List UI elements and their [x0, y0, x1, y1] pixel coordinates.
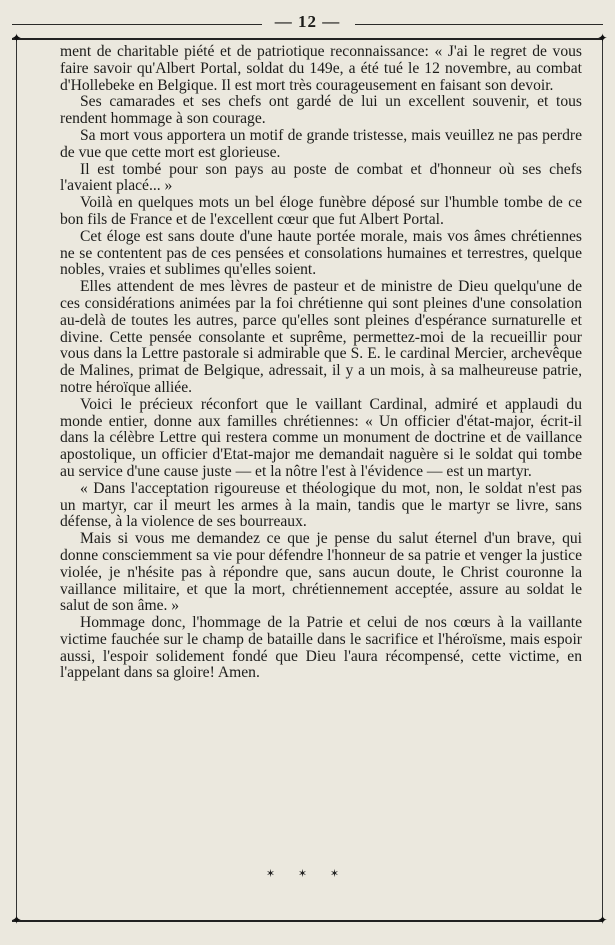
closing-ornament: ✶ ✶ ✶ [265, 868, 350, 880]
corner-ornament-icon: ✦ [597, 31, 608, 45]
paragraph: Mais si vous me demandez ce que je pense du salut éternel d'un brave, qui donne consciemment sa vie pour défendre l'honneur de sa patrie et venger la justice violée, je n'hésite pas à répondre que, sans aucun doute, le Christ couronne la vaillance militaire, et que la mort, chrétiennement acceptée, assure au soldat le salut de son âme. » [60, 530, 582, 615]
paragraph: Cet éloge est sans doute d'une haute portée morale, mais vos âmes chrétiennes ne se contentent pas de ces pensées et consolations humaines et terrestres, quelque nobles, vraies et sublimes qu'elles soient. [60, 227, 582, 279]
page-number: — 12 — [274, 12, 341, 31]
frame-left-border [16, 38, 17, 922]
header-rule-right [355, 24, 603, 25]
corner-ornament-icon: ✦ [11, 31, 22, 45]
paragraph: Voici le précieux réconfort que le vaillant Cardinal, admiré et applaudi du monde entier, donne aux familles chrétiennes: « Un officier d'état-major, écrit-il dans la célèbre Lettre qui restera comme un monument de doctrine et de vaillance apostolique, un officier d'Etat-major me demandait naguère si le soldat qui tombe au service d'une cause juste — et la nôtre l'est à l'évidence — est un martyr. [60, 395, 582, 480]
paragraph: « Dans l'acceptation rigoureuse et théologique du mot, non, le soldat n'est pas un martyr, car il meurt les armes à la main, tandis que le martyr se livre, sans défense, à la violence de ses bourreaux. [60, 479, 582, 531]
corner-ornament-icon: ✦ [597, 913, 608, 927]
frame-bottom-border [12, 920, 603, 922]
paragraph: Ses camarades et ses chefs ont gardé de lui un excellent souvenir, et tous rendent hommage à son courage. [60, 93, 582, 128]
frame-right-border [602, 38, 603, 922]
paragraph: Elles attendent de mes lèvres de pasteur et de ministre de Dieu quelqu'une de ces considérations animées par la foi chrétienne qui sont pleines d'une consolation au-delà de toutes les autres, parce qu'elles sont pleines d'espérance surnaturelle et divine. Cette pensée consolante et suprême, permettez-moi de la recueillir pour vous dans la Lettre pastorale si admirable que S. E. le cardinal Mercier, archevêque de Malines, primat de Belgique, adressait, il y a un mois, à sa malheureuse patrie, notre héroïque alliée. [60, 278, 582, 396]
frame-top-border [12, 38, 603, 40]
body-text [60, 44, 582, 682]
corner-ornament-icon: ✦ [11, 913, 22, 927]
paragraph: Voilà en quelques mots un bel éloge funèbre déposé sur l'humble tombe de ce bon fils de France et de l'excellent cœur que fut Albert Portal. [60, 194, 582, 228]
paragraph: Sa mort vous apportera un motif de grande tristesse, mais veuillez ne pas perdre de vue que cette mort est glorieuse. [60, 126, 582, 161]
paragraph: ment de charitable piété et de patriotique reconnaissance: « J'ai le regret de vous faire savoir qu'Albert Portal, soldat du 149e, a été tué le 12 novembre, au combat d'Hollebeke en Belgique. Il est mort très courageusement en faisant son devoir. [60, 43, 582, 94]
paragraph: Il est tombé pour son pays au poste de combat et d'honneur où ses chefs l'avaient placé... » [60, 160, 582, 195]
paragraph: Hommage donc, l'hommage de la Patrie et celui de nos cœurs à la vaillante victime fauchée sur le champ de bataille dans le sacrifice et l'héroïsme, mais espoir aussi, l'espoir solidement fondé que Dieu l'aura récompensé, cette victime, en l'appelant dans sa gloire! Amen. [60, 614, 582, 682]
